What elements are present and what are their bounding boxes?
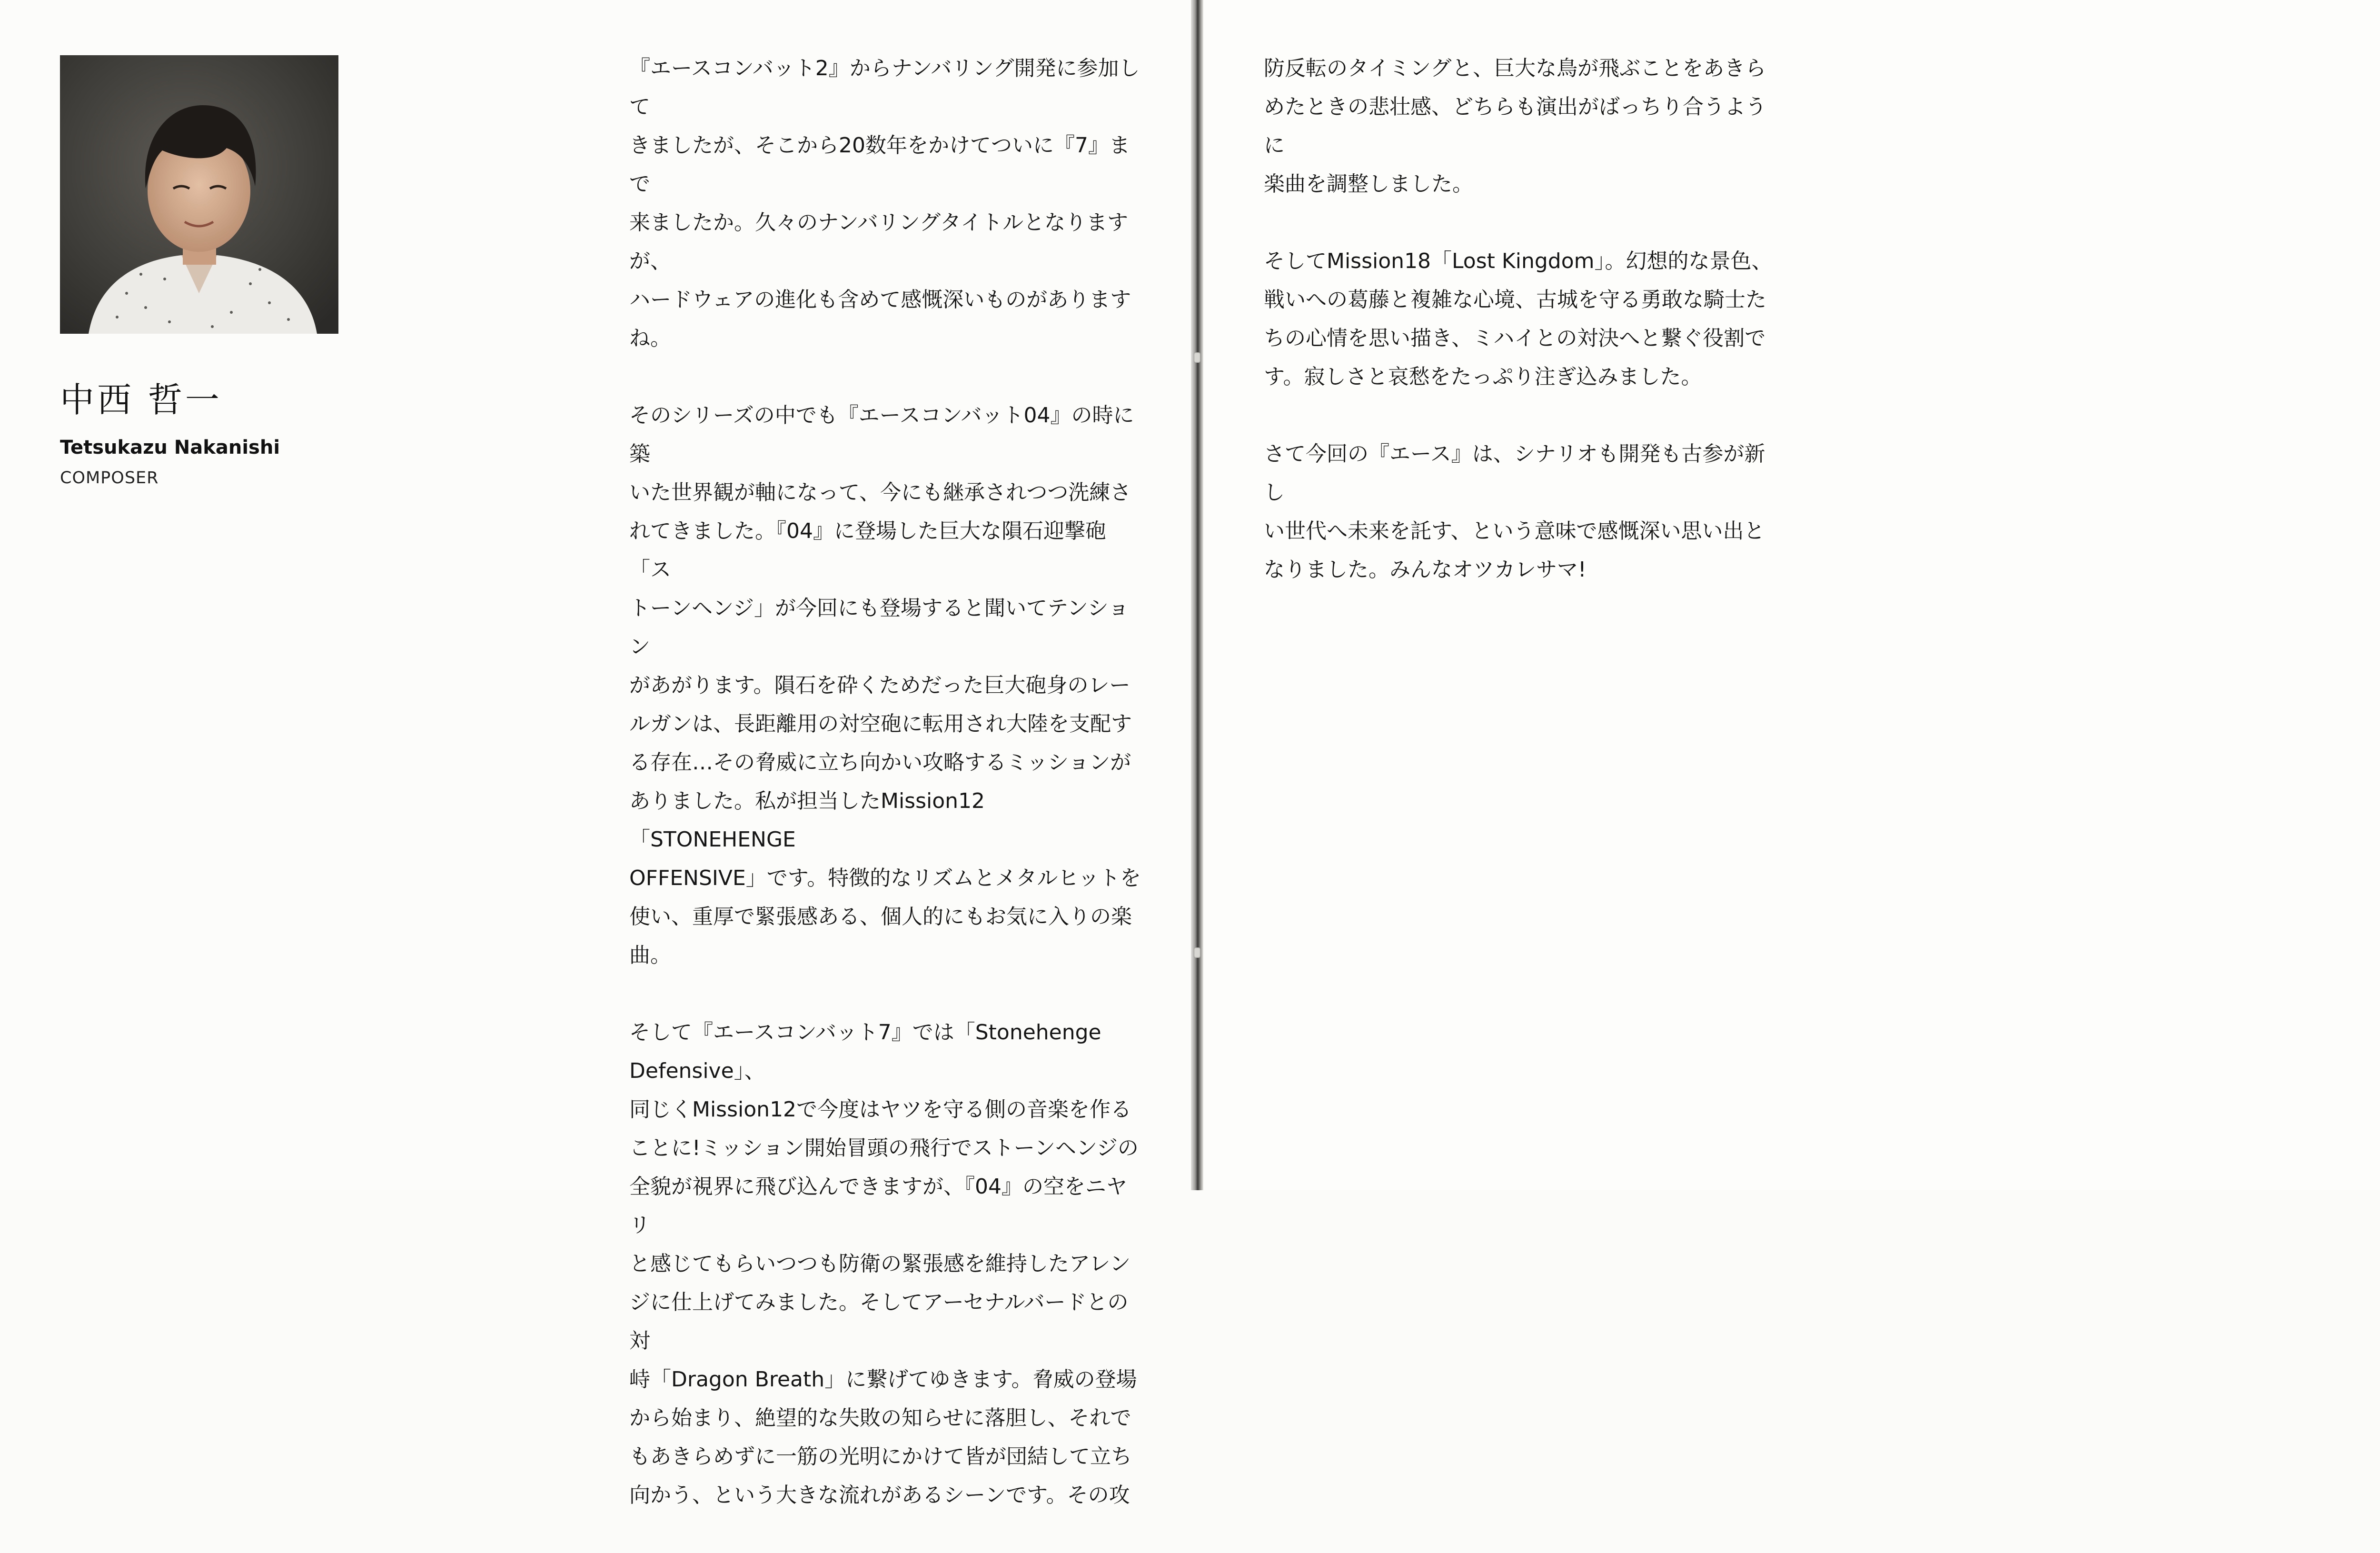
- right-text-column: [1264, 49, 1779, 627]
- staple: [1194, 352, 1200, 363]
- left-text-column: [629, 49, 1144, 1553]
- composer-role: COMPOSER: [60, 468, 159, 488]
- composer-name-en: Tetsukazu Nakanishi: [60, 437, 280, 458]
- right-page: [1203, 0, 2380, 1190]
- portrait-image: [60, 55, 338, 334]
- booklet-spine: [1191, 0, 1203, 1190]
- staple: [1194, 947, 1200, 958]
- left-page: [0, 0, 1197, 1507]
- paragraph: そしてMission18「Lost Kingdom」。幻想的な景色、 戦いへの葛藤と複雑な心境、古城を守る勇敢な騎士た ちの心情を思い描き、ミハイとの対決へと繋ぐ役割で す。寂しさと哀愁をたっぷり注ぎ込みました。: [1264, 249, 1773, 389]
- paragraph: そして『エースコンバット7』では「Stonehenge Defensive」、 同じくMission12で今度はヤツを守る側の音楽を作る ことに!ミッション開始冒頭の飛行でストーンヘンジの 全貌が視界に飛び込んできますが、『04』の空をニヤリ と感じてもらいつつも防衛の緊張感を維持したアレン ジに仕上げてみました。そしてアーセナルバードとの対 峙「Dragon Breath」に繋げてゆきます。脅威の登場 から始まり、絶望的な失敗の知らせに落胆し、それで もあきらめずに一筋の光明にかけて皆が団結して立ち 向かう、という大きな流れがあるシーンです。その攻: [629, 1020, 1139, 1507]
- composer-photo: [60, 55, 338, 334]
- paragraph: さて今回の『エース』は、シナリオも開発も古参が新し い世代へ未来を託す、という意味で感慨深い思い出と なりました。みんなオツカレサマ!: [1264, 442, 1765, 582]
- paragraph: 『エースコンバット2』からナンバリング開発に参加して きましたが、そこから20数年をかけてついに『7』まで 来ましたか。久々のナンバリングタイトルとなりますが、 ハードウェアの進化も含めて感慨深いものがあります ね。: [629, 56, 1140, 350]
- paragraph: そのシリーズの中でも『エースコンバット04』の時に築 いた世界観が軸になって、今にも継承されつつ洗練さ れてきました。『04』に登場した巨大な隕石迎撃砲「ス トーンヘンジ」が今回にも登場すると聞いてテンション があがります。隕石を砕くためだった巨大砲身のレー ルガンは、長距離用の対空砲に転用され大陸を支配す る存在…その脅威に立ち向かい攻略するミッションが ありました。私が担当したMission12「STONEHENGE OFFENSIVE」です。特徴的なリズムとメタルヒットを 使い、重厚で緊張感ある、個人的にもお気に入りの楽 曲。: [629, 403, 1141, 967]
- paragraph: 防反転のタイミングと、巨大な鳥が飛ぶことをあきら めたときの悲壮感、どちらも演出がばっちり合うように 楽曲を調整しました。: [1264, 56, 1766, 196]
- composer-name-jp: 中西 哲一: [60, 380, 222, 420]
